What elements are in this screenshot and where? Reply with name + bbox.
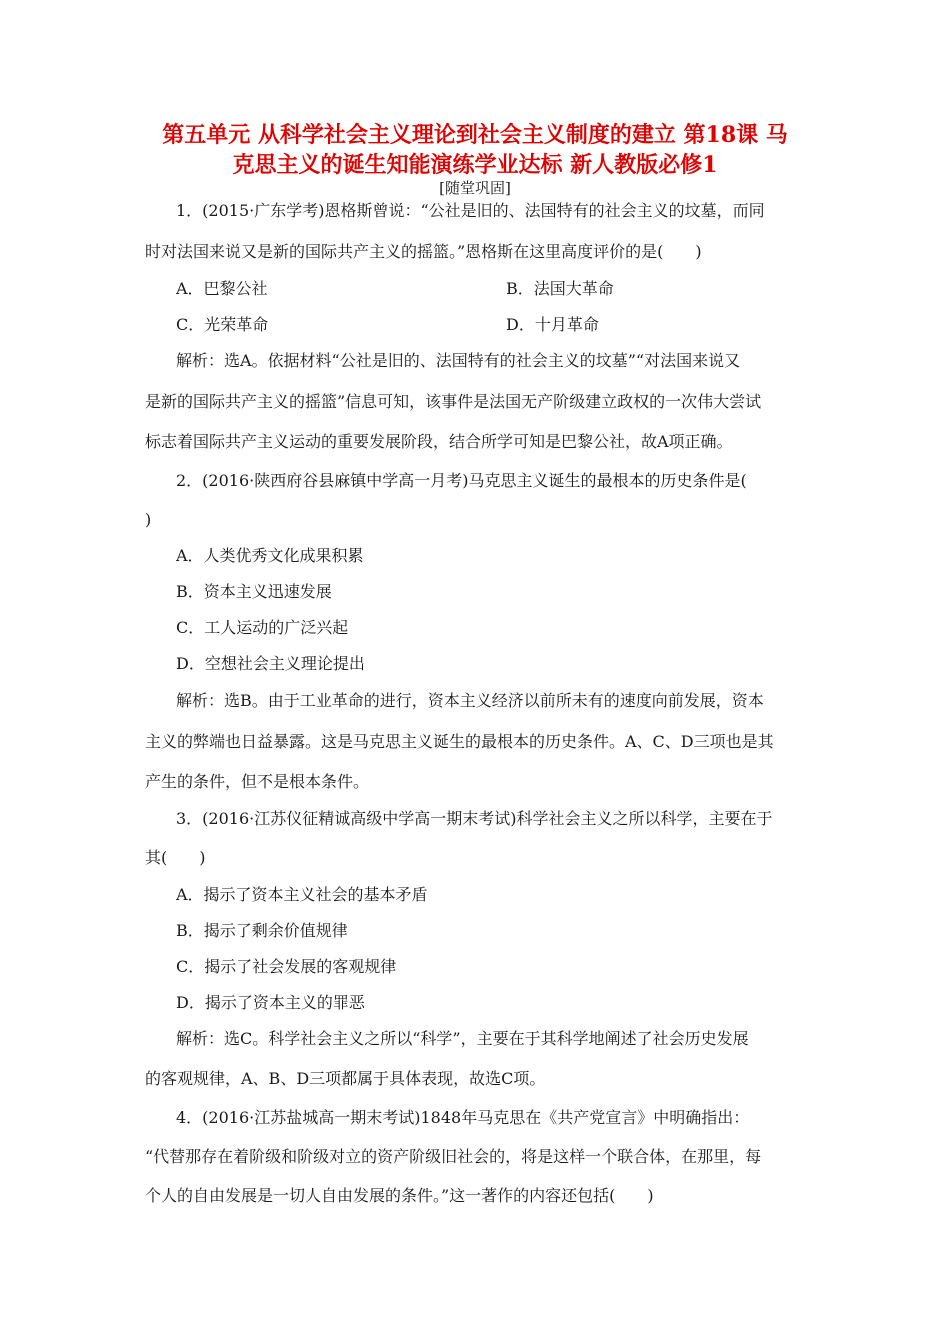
q3-option-c: C．揭示了社会发展的客观规律 <box>176 957 397 976</box>
q3-option-b: B．揭示了剩余价值规律 <box>176 921 348 940</box>
q1-option-d: D．十月革命 <box>506 315 599 334</box>
title-line-2: 克思主义的诞生知能演练学业达标 新人教版必修1 <box>232 152 718 178</box>
q1-option-a: A．巴黎公社 <box>176 279 268 298</box>
q2-stem-line-2: ) <box>145 510 152 529</box>
q3-analysis-line-1: 解析：选C。科学社会主义之所以“科学”，主要在于其科学地阐述了社会历史发展 <box>176 1029 749 1048</box>
document-title <box>140 120 810 180</box>
q2-option-b: B．资本主义迅速发展 <box>176 582 332 601</box>
q1-option-c: C．光荣革命 <box>176 315 269 334</box>
q2-analysis-line-2: 主义的弊端也日益暴露。这是马克思主义诞生的最根本的历史条件。A、C、D三项也是其 <box>145 732 774 751</box>
q2-analysis-line-1: 解析：选B。由于工业革命的进行，资本主义经济以前所未有的速度向前发展，资本 <box>176 691 764 710</box>
q1-analysis-line-1: 解析：选A。依据材料“公社是旧的、法国特有的社会主义的坟墓”“对法国来说又 <box>176 351 741 370</box>
q1-option-b: B．法国大革命 <box>506 279 614 298</box>
q1-analysis-line-2: 是新的国际共产主义的摇篮”信息可知，该事件是法国无产阶级建立政权的一次伟大尝试 <box>145 392 762 411</box>
q2-option-d: D．空想社会主义理论提出 <box>176 654 365 673</box>
q2-stem-line-1: 2．(2016·陕西府谷县麻镇中学高一月考)马克思主义诞生的最根本的历史条件是( <box>176 471 747 490</box>
section-heading: [随堂巩固] <box>439 179 511 197</box>
q1-stem-line-1: 1．(2015·广东学考)恩格斯曾说：“公社是旧的、法国特有的社会主义的坟墓，而同 <box>176 201 765 220</box>
q1-stem-line-2: 时对法国来说又是新的国际共产主义的摇篮。”恩格斯在这里高度评价的是( ) <box>145 242 702 261</box>
q1-analysis-line-3: 标志着国际共产主义运动的重要发展阶段，结合所学可知是巴黎公社，故A项正确。 <box>145 432 733 451</box>
q2-option-a: A．人类优秀文化成果积累 <box>176 546 364 565</box>
q3-stem-line-2: 其( ) <box>145 848 206 867</box>
q4-stem-line-3: 个人的自由发展是一切人自由发展的条件。”这一著作的内容还包括( ) <box>145 1186 654 1205</box>
q3-stem-line-1: 3．(2016·江苏仪征精诚高级中学高一期末考试)科学社会主义之所以科学，主要在于 <box>176 809 773 828</box>
q2-analysis-line-3: 产生的条件，但不是根本条件。 <box>145 772 370 791</box>
q3-analysis-line-2: 的客观规律，A、B、D三项都属于具体表现，故选C项。 <box>145 1069 546 1088</box>
q4-stem-line-1: 4．(2016·江苏盐城高一期末考试)1848年马克思在《共产党宣言》中明确指出： <box>176 1108 750 1127</box>
q3-option-d: D．揭示了资本主义的罪恶 <box>176 993 365 1012</box>
q3-option-a: A．揭示了资本主义社会的基本矛盾 <box>176 885 428 904</box>
title-line-1: 第五单元 从科学社会主义理论到社会主义制度的建立 第18课 马 <box>162 122 788 148</box>
q2-option-c: C．工人运动的广泛兴起 <box>176 618 349 637</box>
q4-stem-line-2: “代替那存在着阶级和阶级对立的资产阶级旧社会的，将是这样一个联合体，在那里，每 <box>145 1147 762 1166</box>
